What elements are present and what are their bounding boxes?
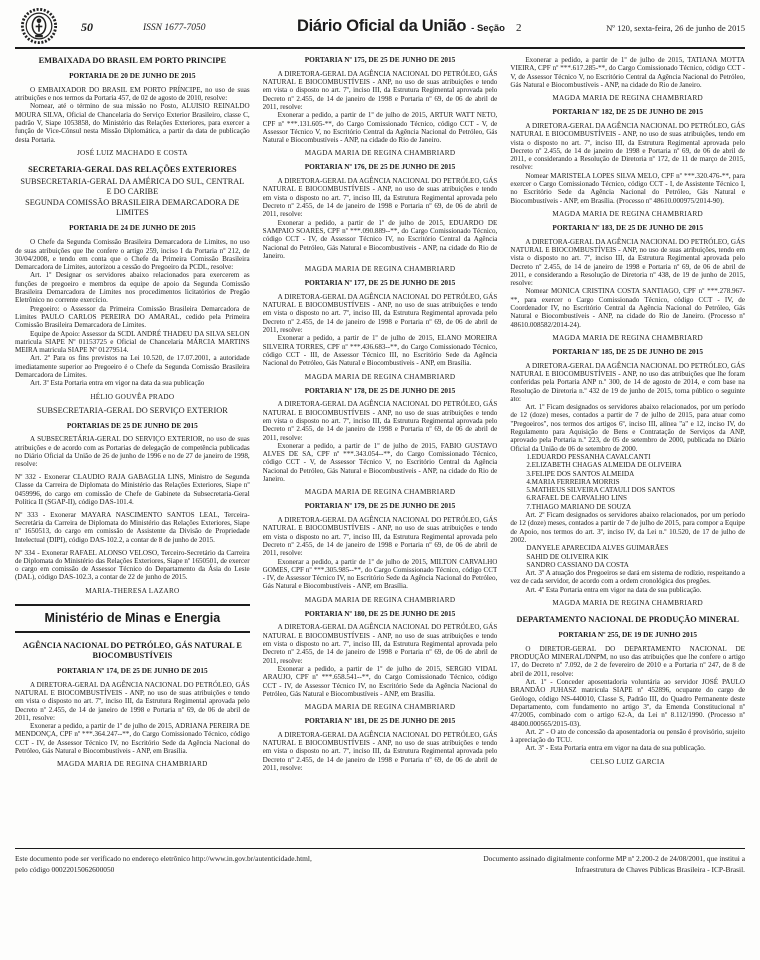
signature-name: JOSÉ LUIZ MACHADO E COSTA — [76, 148, 188, 157]
edition-info: Nº 120, sexta-feira, 26 de junho de 2015 — [606, 23, 745, 33]
paragraph: A DIRETORA-GERAL DA AGÊNCIA NACIONAL DO PETRÓLEO, GÁS NATURAL E BIOCOMBUSTÍVEIS - ANP, no uso de suas atribuições e tendo em vista o disposto no art. 7º, inciso III, da Estrutura Regimental aprovada pelo Decreto nº 2.455, de 14 de janeiro de 1998 e Portaria nº 69, de 06 de abril de 2011, resolve: — [262, 292, 498, 335]
portaria-title: PORTARIA Nº 255, DE 19 DE JUNHO 2015 — [558, 630, 697, 640]
ministry-section-title: Ministério de Minas e Energia — [15, 604, 250, 633]
paragraph: A DIRETORA-GERAL DA AGÊNCIA NACIONAL DO PETRÓLEO, GÁS NATURAL E BIOCOMBUSTÍVEIS - ANP, no uso de suas atribuições e tendo em vista o disposto no art. 7º, inciso III, da Estrutura Regimental aprovada pelo Decreto nº 2.455, de 14 de janeiro de 1998 e Portaria nº 69, de 06 de abril de 2011, resolve: — [262, 623, 498, 665]
designee-list-item: 1.EDUARDO PESSANHA CAVALCANTI — [526, 452, 651, 461]
org-heading: DEPARTAMENTO NACIONAL DE PRODUÇÃO MINERAL — [516, 614, 739, 624]
designee-list-item: 3.FELIPE DOS SANTOS ALMEIDA — [526, 469, 635, 478]
designee-list-item: SANDRO CASSIANO DA COSTA — [526, 560, 629, 569]
paragraph: Exonerar a pedido, a partir de 1º de julho de 2015, MILTON CARVALHO GOMES, CPF nº ***.305.985--**, do Cargo Comissionado Técnico, código CCT - IV, de Assessor Técnico IV, no Escritório Sede da Agência Nacional do Petróleo, Gás Natural e Biocombustíveis - ANP, em Brasília. — [262, 557, 498, 591]
paragraph: Nº 333 - Exonerar MAYARA NASCIMENTO SANTOS LEAL, Terceira-Secretária da Carreira de Diplomata do Ministério das Relações Exteriores, Siape nº 1650513, do cargo em comissão de Assistente da Divisão de Propriedade Intelectual (DIPI), código DAS-102.2, a contar de 8 de junho de 2015. — [15, 510, 250, 544]
footer-signed-line-1: Documento assinado digitalmente conforme MP nº 2.200-2 de 24/08/2001, que institui a — [483, 854, 745, 863]
footer-code-line: pelo código 00022015062600050 — [15, 864, 115, 874]
paragraph: Exonerar a pedido, a partir de 1º de julho de 2015, ELANO MOREIRA SILVEIRA TORRES, CPF nº ***.436.683--**, do Cargo Comissionado Técnico, código CCT - III, de Assessor Técnico III, no Escritório Sede da Agência Nacional do Petróleo, Gás Natural e Biocombustíveis - ANP, em Brasília. — [262, 334, 498, 368]
paragraph: Art. 1º - Conceder aposentadoria voluntária ao servidor JOSÉ PAULO BRANDÃO JUHASZ matricula SIAPE nº 452896, ocupante do cargo de Geólogo, código NS-440010, Classe S, Padrão III, do Quadro Permanente deste Departamento, com fundamento no artigo 3º, da Emenda Constitucional nº 47/2005, combinado com o artigo 62-A, da Lei nº 8.112/1990. (Processo nº 48400.000565/2015-03). — [510, 678, 745, 728]
signature-name: CELSO LUIZ GARCIA — [590, 757, 665, 766]
signature-name: MAGDA MARIA DE REGINA CHAMBRIARD — [304, 265, 456, 274]
portaria-title: PORTARIA Nº 179, DE 25 DE JUNHO DE 2015 — [304, 501, 456, 511]
imprensa-nacional-seal-icon — [20, 7, 58, 50]
portaria-title: PORTARIA Nº 182, DE 25 DE JUNHO DE 2015 — [552, 107, 703, 117]
portaria-title: PORTARIA Nº 174, DE 25 DE JUNHO DE 2015 — [57, 665, 208, 675]
designee-list-item: 5.MATHEUS SILVEIRA CATAULI DOS SANTOS — [526, 486, 675, 495]
paragraph: Exonerar a pedido, a partir de 1º de julho de 2015, TATIANA MOTTA VIEIRA, CPF nº ***.617.285-**, do Cargo Comissionado Técnico, código CCT - V, de Assessor Técnico V, no Escritório Central da Agência Nacional do Petróleo, Gás Natural e Biocombustíveis - ANP, na cidade do Rio de Janeiro. — [510, 56, 745, 89]
footer-digital-signature — [483, 854, 745, 875]
paragraph: Art. 1º Ficam designados os servidores abaixo relacionados, por um período de 12 (doze) meses, contados a partir de 7 de julho de 2015, para atuar como "Pregoeiros", nos termos dos artigos 6º, inciso III, alínea "a" e 12, inciso IV, do Regulamento para Aquisição de Bens e Contratação de Serviços da ANP, aprovado pela Portaria n.º 223, de 05 de setembro de 2000, publicada no Diário Oficial da União de 06 de setembro de 2000. — [510, 403, 745, 453]
paragraph: Art. 3º A atuação dos Pregoeiros se dará em sistema de rodízio, respeitando a vez de cada servidor, de acordo com a ordem cronológica dos pregões. — [510, 569, 745, 586]
paragraph: A DIRETORA-GERAL DA AGÊNCIA NACIONAL DO PETRÓLEO, GÁS NATURAL E BIOCOMBUSTÍVEIS - ANP, no uso de suas atribuições e tendo em vista o disposto no art. 7º, inciso III, da Estrutura Regimental aprovada pelo Decreto nº 2.455, de 14 de janeiro de 1998 e Portaria nº 69, de 06 de abril de 2011, resolve: — [262, 69, 498, 111]
org-subheading: SUBSECRETARIA-GERAL DO SERVIÇO EXTERIOR — [36, 405, 228, 415]
paragraph: A DIRETORA-GERAL DA AGÊNCIA NACIONAL DO PETRÓLEO, GÁS NATURAL E BIOCOMBUSTÍVEIS - ANP, no uso de suas atribuições e tendo em vista o disposto no art. 7º, inciso III, da Estrutura Regimental aprovada pelo Decreto nº 2.455, de 14 de janeiro de 1998 e Portaria nº 69, de 06 de abril de 2011, resolve: — [262, 177, 498, 219]
content-columns — [15, 56, 745, 845]
org-heading: SECRETARIA-GERAL DAS RELAÇÕES EXTERIORES — [28, 164, 237, 174]
paragraph: Nº 332 - Exonerar CLAUDIO RAJA GABAGLIA LINS, Ministro de Segunda Classe da Carreira de Diplomata do Ministério das Relações Exteriores, Siape nº 0459996, do cargo em comissão de Chefe de Gabinete da Subsecretaria-Geral Política II (SGAP-II), código DAS-101.4. — [15, 473, 250, 507]
org-subheading: SEGUNDA COMISSÃO BRASILEIRA DEMARCADORA DE LIMITES — [25, 198, 240, 218]
portaria-title: PORTARIA Nº 185, DE 25 DE JUNHO DE 2015 — [552, 346, 703, 356]
paragraph: A DIRETORA-GERAL DA AGÊNCIA NACIONAL DO PETRÓLEO, GÁS NATURAL E BIOCOMBUSTÍVEIS - ANP, no uso de suas atribuições, tendo em vista o disposto no art. 7º, inciso III, da Estrutura Regimental aprovada pelo Decreto nº 2.455, de 14 de janeiro de 1998 e Portaria nº 69, de 06 de abril de 2011, e considerando a Resolução de Diretoria nº 172, de 11 de março de 2015, resolve: — [510, 121, 745, 172]
page-footer — [15, 854, 745, 875]
footer-verification — [15, 854, 312, 875]
paragraph: A DIRETORA-GERAL DA AGÊNCIA NACIONAL DO PETRÓLEO, GÁS NATURAL E BIOCOMBUSTÍVEIS - ANP, no uso de suas atribuições e tendo em vista o disposto no art. 7º, inciso III, da Estrutura Regimental aprovada pelo Decreto nº 2.455, de 14 de janeiro de 1998 e Portaria nº 69, de 06 de abril de 2011, resolve: — [15, 680, 250, 722]
paragraph: A DIRETORA-GERAL DA AGÊNCIA NACIONAL DO PETRÓLEO, GÁS NATURAL E BIOCOMBUSTÍVEIS - ANP, no uso de suas atribuições e tendo em vista o disposto no art. 7º, inciso III, da Estrutura Regimental aprovada pelo Decreto nº 2.455, de 14 de janeiro de 1998 e Portaria nº 69, de 06 de abril de 2011, resolve: — [262, 730, 498, 773]
portaria-title: PORTARIA Nº 183, DE 25 DE JUNHO DE 2015 — [552, 222, 703, 232]
paragraph: A DIRETORA-GERAL DA AGÊNCIA NACIONAL DO PETRÓLEO, GÁS NATURAL E BIOCOMBUSTÍVEIS - ANP, no uso das atribuições que lhe foram conferidas pela Portaria ANP n.º 300, de 14 de agosto de 2014, e com base na Resolução de Diretoria n.º 432 de 19 de junho de 2015, torna público o seguinte ato: — [510, 361, 745, 403]
page-header — [15, 0, 745, 50]
designee-list-item: 7.THIAGO MARIANO DE SOUZA — [526, 502, 632, 511]
org-heading: EMBAIXADA DO BRASIL EM PORTO PRINCIPE — [38, 56, 227, 65]
designee-list-item: 4.MARIA FERREIRA MORRIS — [526, 477, 620, 486]
paragraph: A DIRETORA-GERAL DA AGÊNCIA NACIONAL DO PETRÓLEO, GÁS NATURAL E BIOCOMBUSTÍVEIS - ANP, no uso de suas atribuições e tendo em vista o disposto no art. 7º, inciso III, da Estrutura Regimental aprovada pelo Decreto nº 2.455, de 14 de janeiro de 1998 e Portaria nº 69, de 06 de abril de 2011, resolve: — [262, 516, 498, 558]
section-number: 2 — [515, 22, 522, 34]
portaria-title: PORTARIA Nº 176, DE 25 DE JUNHO DE 2015 — [304, 162, 456, 172]
portaria-title: PORTARIAS DE 25 DE JUNHO DE 2015 — [66, 420, 198, 430]
signature-name: MAGDA MARIA DE REGINA CHAMBRIARD — [552, 94, 703, 103]
portaria-title: PORTARIA DE 20 DE JUNHO DE 2015 — [69, 71, 196, 81]
header-rule — [15, 47, 745, 49]
issn-label: ISSN 1677-7050 — [143, 23, 206, 33]
paragraph: A DIRETORA-GERAL DA AGÊNCIA NACIONAL DO PETRÓLEO, GÁS NATURAL E BIOCOMBUSTÍVEIS - ANP, no uso de suas atribuições, tendo em vista o disposto no art. 7º, inciso III, da Estrutura Regimental aprovada pelo Decreto nº 2.455, de 14 de janeiro de 1998 e Portaria nº 69, de 06 de abril de 2011, e considerando a Resolução de Diretoria nº 438, de 19 de junho de 2015, resolve: — [510, 237, 745, 288]
paragraph: Nomear, até o término de sua missão no Posto, ALUISIO REINALDO MOURA SILVA, Oficial de Chancelaria do Serviço Exterior Brasileiro, classe C, padrão V, Siape 1053858, do Ministério das Relações Exteriores, para exercer a função de Vice-Cônsul nesta Missão Diplomática, a partir da data de publicação desta Portaria. — [15, 102, 250, 144]
page-number: 50 — [81, 20, 93, 34]
paragraph: Art. 3º - Esta Portaria entra em vigor na data de sua publicação. — [525, 744, 706, 753]
paragraph: Exonerar a pedido, a partir de 1º de julho de 2015, ADRIANA PEREIRA DE MENDONÇA, CPF nº ***.364.247--**, do Cargo Comissionado Técnico, código CCT - IV, de Assessor Técnico IV, no Escritório Sede da Agência Nacional do Petróleo, Gás Natural e Biocombustíveis - ANP, em Brasília. — [15, 722, 250, 756]
org-heading: AGÊNCIA NACIONAL DO PETRÓLEO, GÁS NATURAL E BIOCOMBUSTÍVEIS — [22, 640, 242, 660]
portaria-title: PORTARIA Nº 180, DE 25 DE JUNHO DE 2015 — [304, 608, 456, 618]
section-label: - Seção — [471, 23, 505, 34]
signature-name: MAGDA MARIA DE REGINA CHAMBRIARD — [552, 209, 703, 218]
paragraph: Exonerar a pedido, a partir de 1º de julho de 2015, FABIO GUSTAVO ALVES DE SA, CPF nº ***.343.054--**, do Cargo Comissionado Técnico, código CCT - V, de Assessor Técnico V, no Escritório Central da Agência Nacional do Petróleo, Gás Natural e Biocombustíveis - ANP, na cidade do Rio de Janeiro. — [262, 441, 498, 483]
signature-name: MAGDA MARIA DE REGINA CHAMBRIARD — [304, 372, 456, 381]
paragraph: Art. 4º Esta Portaria entra em vigor na data de sua publicação. — [525, 585, 702, 594]
portaria-title: PORTARIA Nº 178, DE 25 DE JUNHO DE 2015 — [304, 385, 456, 395]
signature-name: MAGDA MARIA DE REGINA CHAMBRIARD — [304, 703, 456, 712]
footer-signed-line-2: Infraestrutura de Chaves Públicas Brasileira - ICP-Brasil. — [575, 864, 745, 874]
signature-name: MAGDA MARIA DE REGINA CHAMBRIARD — [304, 488, 456, 497]
paragraph: Exonerar a pedido, a partir de 1º de julho de 2015, EDUARDO DE SAMPAIO SOARES, CPF nº ***.090.889--**, do Cargo Comissionado Técnico, código CCT - IV, de Assessor Técnico IV, no Escritório Central da Agência Nacional do Petróleo, Gás Natural e Biocombustíveis - ANP, na cidade do Rio de Janeiro. — [262, 218, 498, 260]
footer-verification-line: Este documento pode ser verificado no endereço eletrônico http://www.in.gov.br/autenticidade.html, — [15, 854, 312, 863]
signature-name: HÉLIO GOUVÊA PRADO — [90, 392, 175, 401]
paragraph: Art. 2º - O ato de concessão da aposentadoria ou pensão é provisório, sujeito à apreciação do TCU. — [510, 727, 745, 745]
paragraph: A SUBSECRETÁRIA-GERAL DO SERVIÇO EXTERIOR, no uso de suas atribuições e de acordo com as Portarias de delegação de competência publicadas no Diário Oficial da União de 26 de junho de 1996 e no de 27 de janeiro de 1998, resolve: — [15, 435, 250, 469]
paragraph: Exonerar a pedido, a partir de 1º de julho de 2015, ARTUR WATT NETO, CPF nº ***.131.605-**, do Cargo Comissionado Técnico, código CCT - V, de Assessor Técnico V, no Escritório Central da Agência Nacional do Petróleo, Gás Natural e Biocombustíveis - ANP, na cidade do Rio de Janeiro. — [262, 111, 498, 145]
signature-name: MARIA-THERESA LAZARO — [85, 586, 180, 595]
paragraph: Exonerar a pedido, a partir de 1º de julho de 2015, SERGIO VIDAL ARAUJO, CPF nº ***.658.541--**, do Cargo Comissionado Técnico, código CCT - IV, de Assessor Técnico IV, no Escritório Sede da Agência Nacional do Petróleo, Gás Natural e Biocombustíveis - ANP, em Brasília. — [262, 664, 498, 698]
signature-name: MAGDA MARIA DE REGINA CHAMBRIARD — [552, 333, 703, 342]
paragraph: Nomear MONICA CRISTINA COSTA SANTIAGO, CPF nº ***.278.967-**, para exercer o Cargo Comissionado Técnico, código CCT - IV, de Coordenador IV, no Escritório Central da Agência Nacional do Petróleo, Gás Natural e Biocombustíveis - ANP, na cidade do Rio de Janeiro. (Processo nº 48610.008582/2014-24). — [510, 287, 745, 329]
paragraph: Nomear MARISTELA LOPES SILVA MELO, CPF nº ***.320.476-**, para exercer o Cargo Comissionado Técnico, código CCT - I, de Assistente Técnico I, no Escritório Sede da Agência Nacional do Petróleo, Gás Natural e Biocombustíveis - ANP, em Brasília. (Processo nº 48610.000975/2014-90). — [510, 171, 745, 205]
paragraph: Nº 334 - Exonerar RAFAEL ALONSO VELOSO, Terceiro-Secretário da Carreira de Diplomata do Ministério das Relações Exteriores, Siape nº 1650501, de exercer o cargo em comissão de Assessor Técnico do Departamento da Ásia do Leste (DAL), código DAS-102.3, a contar de 22 de junho de 2015. — [15, 548, 250, 582]
paragraph: O DIRETOR-GERAL DO DEPARTAMENTO NACIONAL DE PRODUÇÃO MINERAL/DNPM, no uso das atribuições que lhe confere o artigo 17, do Decreto nº 7.092, de 2 de fevereiro de 2010 e a Portaria nº 247, de 8 de abril de 2011, resolve: — [510, 644, 745, 678]
paragraph: Art. 2º Ficam designados os servidores abaixo relacionados, por um período de 12 (doze) meses, contados a partir de 7 de julho de 2015, para compor a Equipe de Apoio, nos termos do art. 3º, inciso IV, da Lei n.º 10.520, de 17 de julho de 2002. — [510, 511, 745, 544]
column-3 — [510, 56, 745, 845]
designee-list-item: SAHID DE OLIVEIRA KIK — [526, 552, 609, 561]
paragraph: O Chefe da Segunda Comissão Brasileira Demarcadora de Limites, no uso de suas atribuições que lhe confere o artigo 259, inciso I da Portaria nº 212, de 30/04/2008, e tendo em conta que o Chefe da Primeira Comissão Brasileira Demarcadora de Limites, autorizou a cessão do Pregoeiro da PCDL, resolve: — [15, 238, 250, 272]
paragraph: Art. 2º Para os fins previstos na Lei 10.520, de 17.07.2001, a autoridade imediatamente superior ao Pregoeiro é o Chefe da Segunda Comissão Brasileira Demarcadora de Limites. — [15, 354, 250, 379]
designee-list-item: 6.RAFAEL DE CARVALHO LINS — [526, 494, 627, 503]
signature-name: MAGDA MARIA DE REGINA CHAMBRIARD — [552, 598, 703, 607]
masthead-title: Diário Oficial da União — [297, 17, 467, 35]
masthead — [297, 17, 521, 36]
paragraph: Art. 1º Designar os servidores abaixo relacionados para exercerem as funções de pregoeiro e membros da equipe de apoio da Segunda Comissão Brasileira Demarcadora de Limites nos procedimentos licitatórios de Pregão Eletrônico no corrente exercício. — [15, 271, 250, 305]
org-subheading: SUBSECRETARIA-GERAL DA AMÉRICA DO SUL, CENTRAL E DO CARIBE — [20, 177, 245, 197]
paragraph: Pregoeiro: o Assessor da Primeira Comissão Brasileira Demarcadora de Limites PAULO CARLOS PEREIRA DO AMARAL, cedido pela Primeira Comissão Brasileira Demarcadora de Limites. — [15, 304, 250, 330]
paragraph: A DIRETORA-GERAL DA AGÊNCIA NACIONAL DO PETRÓLEO, GÁS NATURAL E BIOCOMBUSTÍVEIS - ANP, no uso de suas atribuições e tendo em vista o disposto no art. 7º, inciso III, da Estrutura Regimental aprovada pelo Decreto nº 2.455, de 14 de janeiro de 1998 e Portaria nº 69, de 06 de abril de 2011, resolve: — [262, 400, 498, 442]
portaria-title: PORTARIA Nº 177, DE 25 DE JUNHO DE 2015 — [304, 278, 456, 288]
signature-name: MAGDA MARIA DE REGINA CHAMBRIARD — [57, 760, 208, 769]
designee-list-item: 2.ELIZABETH CHAGAS ALMEIDA DE OLIVEIRA — [526, 461, 682, 470]
paragraph: Equipe de Apoio: Assessor da SCDL ANDRÉ THADEU DA SILVA SELON matricula SIAPE Nº 01153725 e Oficial de Chancelaria MÁRCIA MARTINS MEIRA matricula SIAPE Nº 01279514. — [15, 329, 250, 355]
column-2 — [263, 56, 498, 845]
signature-name: MAGDA MARIA DE REGINA CHAMBRIARD — [304, 595, 456, 604]
portaria-title: PORTARIA Nº 181, DE 25 DE JUNHO DE 2015 — [304, 716, 456, 726]
footer-rule — [15, 848, 745, 849]
paragraph: O EMBAIXADOR DO BRASIL EM PORTO PRÍNCIPE, no uso de suas atribuições e nos termos da Portaria 457, de 02 de agosto de 2010, resolve: — [15, 85, 250, 103]
portaria-title: PORTARIA Nº 175, DE 25 DE JUNHO DE 2015 — [304, 56, 456, 64]
signature-name: MAGDA MARIA DE REGINA CHAMBRIARD — [304, 149, 456, 158]
designee-list-item: DANYELE APARECIDA ALVES GUIMARÃES — [526, 544, 669, 553]
portaria-title: PORTARIA DE 24 DE JUNHO DE 2015 — [69, 223, 196, 233]
column-1 — [15, 56, 250, 845]
paragraph: Art. 3º Esta Portaria entra em vigor na data da sua publicação — [30, 379, 205, 388]
